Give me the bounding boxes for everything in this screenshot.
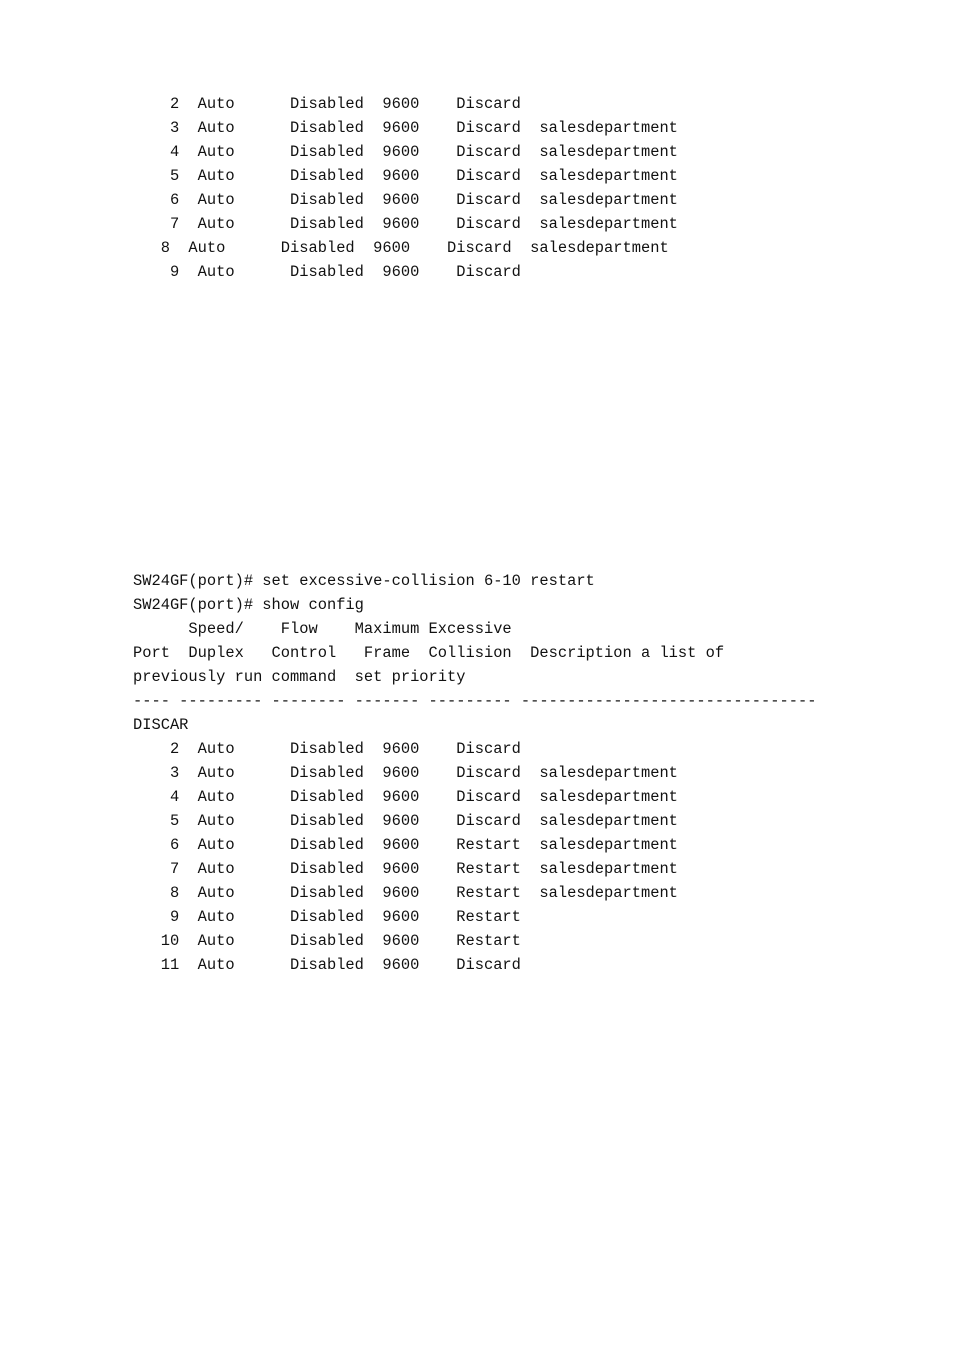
table-row: 4 Auto Disabled 9600 Discard salesdepartment — [133, 143, 678, 161]
table-header-line: DISCAR — [133, 716, 189, 734]
table-row: 2 Auto Disabled 9600 Discard — [133, 740, 521, 758]
table-row: 3 Auto Disabled 9600 Discard salesdepartment — [133, 119, 678, 137]
table-row: 10 Auto Disabled 9600 Restart — [133, 932, 521, 950]
table-header-line: Port Duplex Control Frame Collision Description a list of — [133, 644, 725, 662]
table-row: 3 Auto Disabled 9600 Discard salesdepartment — [133, 764, 678, 782]
port-config-listing-1 — [133, 92, 678, 284]
table-row: 7 Auto Disabled 9600 Restart salesdepartment — [133, 860, 678, 878]
table-header-line: previously run command set priority — [133, 668, 466, 686]
cli-command: SW24GF(port)# show config — [133, 596, 364, 614]
table-row: 6 Auto Disabled 9600 Discard salesdepartment — [133, 191, 678, 209]
table-row: 8 Auto Disabled 9600 Discard salesdepartment — [133, 239, 669, 257]
table-row: 4 Auto Disabled 9600 Discard salesdepartment — [133, 788, 678, 806]
cli-command: SW24GF(port)# set excessive-collision 6-10 restart — [133, 572, 595, 590]
table-row: 11 Auto Disabled 9600 Discard — [133, 956, 521, 974]
table-row: 6 Auto Disabled 9600 Restart salesdepartment — [133, 836, 678, 854]
table-row: 5 Auto Disabled 9600 Discard salesdepartment — [133, 167, 678, 185]
table-row: 8 Auto Disabled 9600 Restart salesdepartment — [133, 884, 678, 902]
table-row: 9 Auto Disabled 9600 Discard — [133, 263, 521, 281]
table-header-line: Speed/ Flow Maximum Excessive — [133, 620, 512, 638]
table-row: 7 Auto Disabled 9600 Discard salesdepartment — [133, 215, 678, 233]
table-row: 2 Auto Disabled 9600 Discard — [133, 95, 521, 113]
port-config-listing-2 — [133, 569, 816, 977]
table-row: 5 Auto Disabled 9600 Discard salesdepartment — [133, 812, 678, 830]
table-separator: ---- --------- -------- ------- --------- -------------------------------- — [133, 692, 817, 710]
table-row: 9 Auto Disabled 9600 Restart — [133, 908, 521, 926]
